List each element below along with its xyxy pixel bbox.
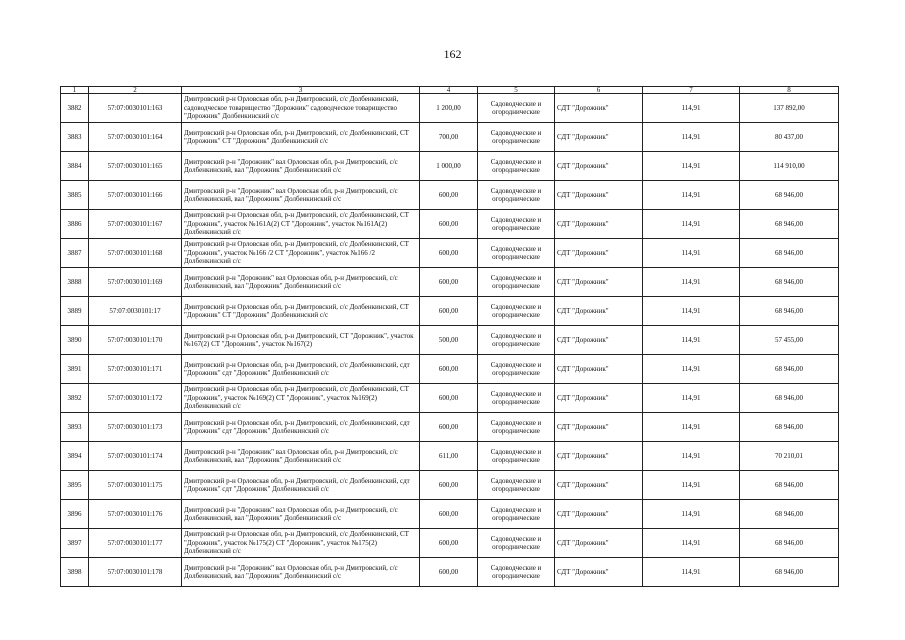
table-row [61, 471, 839, 500]
cadastral-value-cell: 68 946,00 [740, 210, 839, 239]
rate-cell: 114,91 [643, 471, 740, 500]
area-cell: 700,00 [420, 123, 478, 152]
address-cell: Дмитровский р-н Орловская обл, р-н Дмитровский, СТ "Дорожник", участок №167(2) СТ "Дорожник", участок №167(2) [182, 326, 420, 355]
header-cell: 6 [555, 87, 643, 94]
row-number-cell: 3886 [61, 210, 89, 239]
area-cell: 500,00 [420, 326, 478, 355]
table-row [61, 123, 839, 152]
cadastral-number-cell: 57:07:0030101:172 [89, 384, 182, 413]
area-cell: 600,00 [420, 268, 478, 297]
row-number-cell: 3889 [61, 297, 89, 326]
rate-cell: 114,91 [643, 268, 740, 297]
area-cell: 600,00 [420, 384, 478, 413]
area-cell: 600,00 [420, 471, 478, 500]
land-use-cell: Садоводческие и огороднические [478, 297, 555, 326]
rate-cell: 114,91 [643, 152, 740, 181]
rate-cell: 114,91 [643, 181, 740, 210]
rate-cell: 114,91 [643, 239, 740, 268]
address-cell: Дмитровский р-н "Дорожник" вал Орловская обл, р-н Дмитровский, с/с Долбенкинский, вал "Дорожник" Долбенкинский с/с [182, 500, 420, 529]
owner-cell: СДТ "Дорожник" [555, 326, 643, 355]
address-cell: Дмитровский р-н Орловская обл, р-н Дмитровский, с/с Долбенкинский, СТ "Дорожник" СТ "Дорожник" Долбенкинский с/с [182, 297, 420, 326]
cadastral-number-cell: 57:07:0030101:163 [89, 94, 182, 123]
rate-cell: 114,91 [643, 94, 740, 123]
table-row [61, 529, 839, 558]
owner-cell: СДТ "Дорожник" [555, 558, 643, 587]
row-number-cell: 3890 [61, 326, 89, 355]
row-number-cell: 3897 [61, 529, 89, 558]
table-row [61, 94, 839, 123]
address-cell: Дмитровский р-н Орловская обл, р-н Дмитровский, с/с Долбенкинский, СТ "Дорожник" СТ "Дорожник" Долбенкинский с/с [182, 123, 420, 152]
cadastral-number-cell: 57:07:0030101:175 [89, 471, 182, 500]
cadastral-number-cell: 57:07:0030101:178 [89, 558, 182, 587]
header-cell: 2 [89, 87, 182, 94]
row-number-cell: 3894 [61, 442, 89, 471]
table-row [61, 181, 839, 210]
row-number-cell: 3896 [61, 500, 89, 529]
row-number-cell: 3891 [61, 355, 89, 384]
page-number: 162 [443, 47, 462, 61]
area-cell: 611,00 [420, 442, 478, 471]
cadastral-value-cell: 68 946,00 [740, 384, 839, 413]
address-cell: Дмитровский р-н Орловская обл, р-н Дмитровский, с/с Долбенкинский, садоводческое товарищество "Дорожник" садоводческое товарищество "Дорожник" Долбенкинский с/с [182, 94, 420, 123]
area-cell: 600,00 [420, 529, 478, 558]
table-row [61, 355, 839, 384]
address-cell: Дмитровский р-н Орловская обл, р-н Дмитровский, с/с Долбенкинский, сдт "Дорожник" сдт "Дорожник" Долбенкинский с/с [182, 413, 420, 442]
cadastral-value-cell: 68 946,00 [740, 181, 839, 210]
rate-cell: 114,91 [643, 297, 740, 326]
address-cell: Дмитровский р-н Орловская обл, р-н Дмитровский, с/с Долбенкинский, СТ "Дорожник", участок №175(2) СТ "Дорожник", участок №175(2) Долбенкинский с/с [182, 529, 420, 558]
cadastral-value-cell: 68 946,00 [740, 239, 839, 268]
address-cell: Дмитровский р-н Орловская обл, р-н Дмитровский, с/с Долбенкинский, СТ "Дорожник", участок №166 /2 СТ "Дорожник", участок №166 /2 Долбенкинский с/с [182, 239, 420, 268]
table-row [61, 152, 839, 181]
cadastral-value-cell: 137 892,00 [740, 94, 839, 123]
cadastral-number-cell: 57:07:0030101:168 [89, 239, 182, 268]
table-row [61, 210, 839, 239]
area-cell: 1 000,00 [420, 152, 478, 181]
land-use-cell: Садоводческие и огороднические [478, 442, 555, 471]
rate-cell: 114,91 [643, 529, 740, 558]
table-row [61, 268, 839, 297]
owner-cell: СДТ "Дорожник" [555, 413, 643, 442]
cadastral-number-cell: 57:07:0030101:177 [89, 529, 182, 558]
owner-cell: СДТ "Дорожник" [555, 529, 643, 558]
cadastral-number-cell: 57:07:0030101:171 [89, 355, 182, 384]
area-cell: 600,00 [420, 413, 478, 442]
table-row [61, 413, 839, 442]
land-use-cell: Садоводческие и огороднические [478, 558, 555, 587]
land-use-cell: Садоводческие и огороднические [478, 94, 555, 123]
cadastral-number-cell: 57:07:0030101:166 [89, 181, 182, 210]
cadastral-number-cell: 57:07:0030101:170 [89, 326, 182, 355]
row-number-cell: 3884 [61, 152, 89, 181]
cadastral-value-cell: 68 946,00 [740, 297, 839, 326]
address-cell: Дмитровский р-н Орловская обл, р-н Дмитровский, с/с Долбенкинский, сдт "Дорожник" сдт "Дорожник" Долбенкинский с/с [182, 471, 420, 500]
header-cell: 7 [643, 87, 740, 94]
area-cell: 600,00 [420, 181, 478, 210]
cadastral-value-cell: 68 946,00 [740, 355, 839, 384]
address-cell: Дмитровский р-н "Дорожник" вал Орловская обл, р-н Дмитровский, с/с Долбенкинский, вал "Дорожник" Долбенкинский с/с [182, 152, 420, 181]
owner-cell: СДТ "Дорожник" [555, 181, 643, 210]
row-number-cell: 3895 [61, 471, 89, 500]
land-use-cell: Садоводческие и огороднические [478, 384, 555, 413]
area-cell: 600,00 [420, 210, 478, 239]
header-cell: 3 [182, 87, 420, 94]
cadastral-value-cell: 70 210,01 [740, 442, 839, 471]
row-number-cell: 3885 [61, 181, 89, 210]
area-cell: 600,00 [420, 558, 478, 587]
row-number-cell: 3898 [61, 558, 89, 587]
owner-cell: СДТ "Дорожник" [555, 239, 643, 268]
land-use-cell: Садоводческие и огороднические [478, 181, 555, 210]
row-number-cell: 3887 [61, 239, 89, 268]
cadastral-value-cell: 114 910,00 [740, 152, 839, 181]
area-cell: 600,00 [420, 355, 478, 384]
cadastral-number-cell: 57:07:0030101:169 [89, 268, 182, 297]
cadastral-number-cell: 57:07:0030101:176 [89, 500, 182, 529]
table-body [61, 94, 839, 587]
table-row [61, 297, 839, 326]
land-use-cell: Садоводческие и огороднические [478, 413, 555, 442]
cadastral-number-cell: 57:07:0030101:174 [89, 442, 182, 471]
owner-cell: СДТ "Дорожник" [555, 500, 643, 529]
land-use-cell: Садоводческие и огороднические [478, 210, 555, 239]
registry-table [60, 86, 839, 587]
address-cell: Дмитровский р-н "Дорожник" вал Орловская обл, р-н Дмитровский, с/с Долбенкинский, вал "Дорожник" Долбенкинский с/с [182, 558, 420, 587]
table-row [61, 558, 839, 587]
land-use-cell: Садоводческие и огороднические [478, 239, 555, 268]
cadastral-value-cell: 57 455,00 [740, 326, 839, 355]
owner-cell: СДТ "Дорожник" [555, 471, 643, 500]
cadastral-value-cell: 68 946,00 [740, 268, 839, 297]
header-cell: 4 [420, 87, 478, 94]
cadastral-value-cell: 68 946,00 [740, 529, 839, 558]
owner-cell: СДТ "Дорожник" [555, 94, 643, 123]
owner-cell: СДТ "Дорожник" [555, 210, 643, 239]
table-row [61, 326, 839, 355]
table-header [61, 87, 839, 94]
owner-cell: СДТ "Дорожник" [555, 442, 643, 471]
address-cell: Дмитровский р-н "Дорожник" вал Орловская обл, р-н Дмитровский, с/с Долбенкинский, вал "Дорожник" Долбенкинский с/с [182, 268, 420, 297]
owner-cell: СДТ "Дорожник" [555, 297, 643, 326]
rate-cell: 114,91 [643, 355, 740, 384]
cadastral-value-cell: 68 946,00 [740, 471, 839, 500]
row-number-cell: 3882 [61, 94, 89, 123]
table-row [61, 239, 839, 268]
land-use-cell: Садоводческие и огороднические [478, 355, 555, 384]
land-use-cell: Садоводческие и огороднические [478, 529, 555, 558]
table-row [61, 500, 839, 529]
land-use-cell: Садоводческие и огороднические [478, 326, 555, 355]
owner-cell: СДТ "Дорожник" [555, 384, 643, 413]
rate-cell: 114,91 [643, 123, 740, 152]
row-number-cell: 3883 [61, 123, 89, 152]
area-cell: 600,00 [420, 500, 478, 529]
owner-cell: СДТ "Дорожник" [555, 268, 643, 297]
rate-cell: 114,91 [643, 442, 740, 471]
area-cell: 1 200,00 [420, 94, 478, 123]
rate-cell: 114,91 [643, 413, 740, 442]
address-cell: Дмитровский р-н Орловская обл, р-н Дмитровский, с/с Долбенкинский, сдт "Дорожник" сдт "Дорожник" Долбенкинский с/с [182, 355, 420, 384]
land-use-cell: Садоводческие и огороднические [478, 500, 555, 529]
land-use-cell: Садоводческие и огороднические [478, 471, 555, 500]
header-row [61, 87, 839, 94]
cadastral-value-cell: 80 437,00 [740, 123, 839, 152]
cadastral-value-cell: 68 946,00 [740, 558, 839, 587]
rate-cell: 114,91 [643, 384, 740, 413]
land-use-cell: Садоводческие и огороднические [478, 152, 555, 181]
cadastral-number-cell: 57:07:0030101:164 [89, 123, 182, 152]
header-cell: 8 [740, 87, 839, 94]
table-row [61, 442, 839, 471]
cadastral-number-cell: 57:07:0030101:173 [89, 413, 182, 442]
header-cell: 1 [61, 87, 89, 94]
row-number-cell: 3892 [61, 384, 89, 413]
address-cell: Дмитровский р-н Орловская обл, р-н Дмитровский, с/с Долбенкинский, СТ "Дорожник", участок №161А(2) СТ "Дорожник", участок №161А(2) Долбенкинский с/с [182, 210, 420, 239]
land-use-cell: Садоводческие и огороднические [478, 268, 555, 297]
area-cell: 600,00 [420, 239, 478, 268]
owner-cell: СДТ "Дорожник" [555, 152, 643, 181]
rate-cell: 114,91 [643, 500, 740, 529]
owner-cell: СДТ "Дорожник" [555, 355, 643, 384]
rate-cell: 114,91 [643, 558, 740, 587]
rate-cell: 114,91 [643, 210, 740, 239]
address-cell: Дмитровский р-н "Дорожник" вал Орловская обл, р-н Дмитровский, с/с Долбенкинский, вал "Дорожник" Долбенкинский с/с [182, 181, 420, 210]
cadastral-value-cell: 68 946,00 [740, 413, 839, 442]
land-use-cell: Садоводческие и огороднические [478, 123, 555, 152]
cadastral-number-cell: 57:07:0030101:167 [89, 210, 182, 239]
table-row [61, 384, 839, 413]
row-number-cell: 3888 [61, 268, 89, 297]
cadastral-value-cell: 68 946,00 [740, 500, 839, 529]
cadastral-number-cell: 57:07:0030101:165 [89, 152, 182, 181]
cadastral-number-cell: 57:07:0030101:17 [89, 297, 182, 326]
row-number-cell: 3893 [61, 413, 89, 442]
rate-cell: 114,91 [643, 326, 740, 355]
owner-cell: СДТ "Дорожник" [555, 123, 643, 152]
address-cell: Дмитровский р-н "Дорожник" вал Орловская обл, р-н Дмитровский, с/с Долбенкинский, вал "Дорожник" Долбенкинский с/с [182, 442, 420, 471]
header-cell: 5 [478, 87, 555, 94]
area-cell: 600,00 [420, 297, 478, 326]
address-cell: Дмитровский р-н Орловская обл, р-н Дмитровский, с/с Долбенкинский, СТ "Дорожник", участок №169(2) СТ "Дорожник", участок №169(2) Долбенкинский с/с [182, 384, 420, 413]
